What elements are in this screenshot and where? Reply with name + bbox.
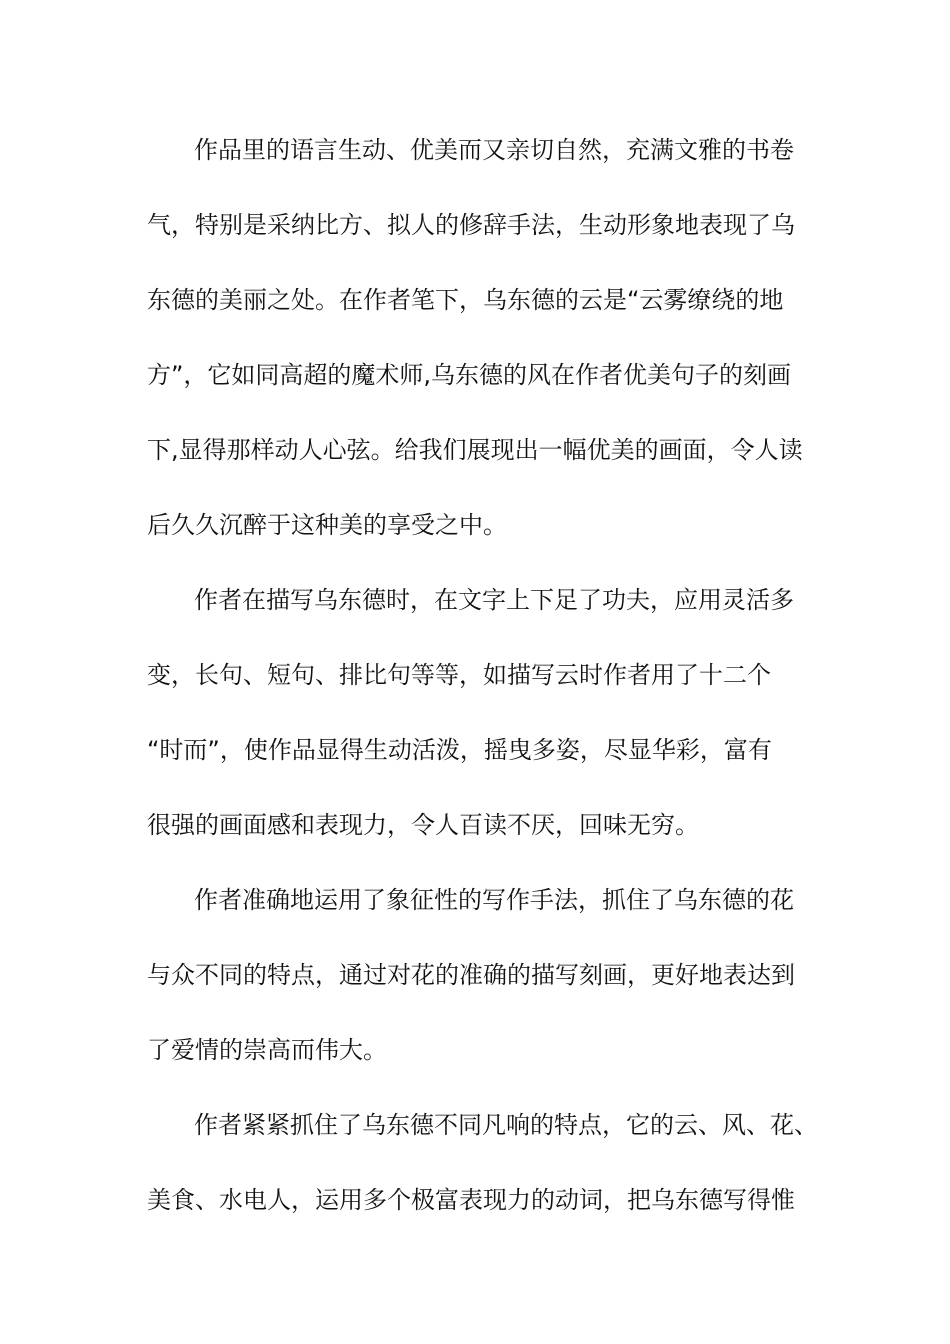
paragraph-3-line-3: 了爱情的崇高而伟大。 bbox=[147, 1036, 387, 1064]
paragraph-3-line-2: 与众不同的特点，通过对花的准确的描写刻画，更好地表达到 bbox=[147, 961, 795, 989]
paragraph-1-line-2: 气，特别是采纳比方、拟人的修辞手法，生动形象地表现了乌 bbox=[147, 211, 795, 239]
paragraph-3-line-1: 作者准确地运用了象征性的写作手法，抓住了乌东德的花 bbox=[194, 886, 794, 914]
paragraph-4-line-1: 作者紧紧抓住了乌东德不同凡响的特点，它的云、风、花、 bbox=[194, 1111, 818, 1139]
paragraph-4-line-2: 美食、水电人，运用多个极富表现力的动词，把乌东德写得惟 bbox=[147, 1186, 795, 1214]
paragraph-1-line-4: 方”，它如同高超的魔术师,乌东德的风在作者优美句子的刻画 bbox=[147, 361, 792, 389]
paragraph-1-line-3: 东德的美丽之处。在作者笔下，乌东德的云是“云雾缭绕的地 bbox=[147, 286, 784, 314]
paragraph-1-line-6: 后久久沉醉于这种美的享受之中。 bbox=[147, 511, 507, 539]
paragraph-2-line-1: 作者在描写乌东德时，在文字上下足了功夫，应用灵活多 bbox=[194, 586, 794, 614]
paragraph-2-line-2: 变，长句、短句、排比句等等，如描写云时作者用了十二个 bbox=[147, 661, 771, 689]
paragraph-1-line-5: 下,显得那样动人心弦。给我们展现出一幅优美的画面，令人读 bbox=[147, 436, 803, 464]
paragraph-2-line-4: 很强的画面感和表现力，令人百读不厌，回味无穷。 bbox=[147, 811, 699, 839]
paragraph-1-line-1: 作品里的语言生动、优美而又亲切自然，充满文雅的书卷 bbox=[194, 136, 794, 164]
paragraph-2-line-3: “时而”，使作品显得生动活泼，摇曳多姿，尽显华彩，富有 bbox=[147, 736, 772, 764]
